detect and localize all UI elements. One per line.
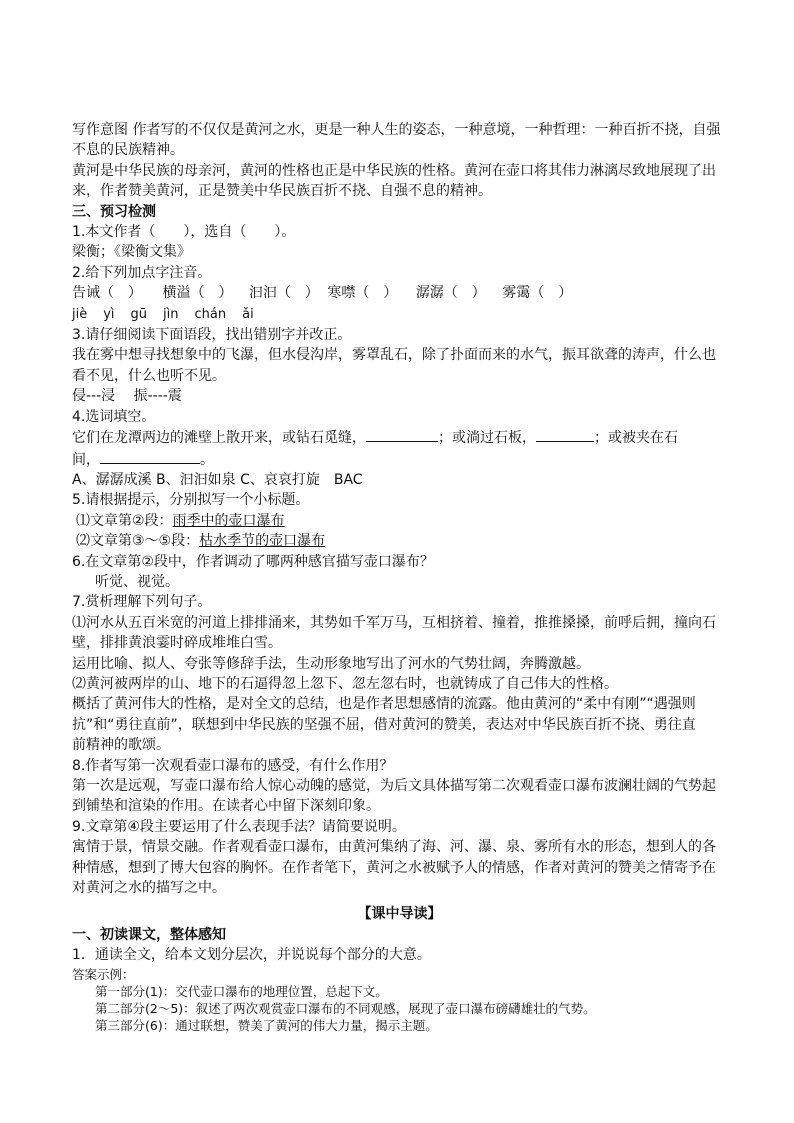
answer-example-label: 答案示例： bbox=[72, 966, 135, 982]
answer-9-line-3: 对黄河之水的描写之中。 bbox=[72, 880, 226, 897]
question-9: 9.文章第④段主要运用了什么表现手法？请简要说明。 bbox=[72, 818, 406, 835]
question-3-text-2: 看不见，什么也听不见。 bbox=[72, 367, 226, 384]
writing-intent-line-1: 写作意图 作者写的不仅仅是黄河之水，更是一种人生的姿态，一种意境，一种哲理：一种百折不挠，自强 bbox=[72, 122, 721, 138]
answer-6: 听觉、视觉。 bbox=[95, 573, 179, 590]
question-4-text-2 bbox=[72, 449, 727, 470]
fill-text-c: ；或被夹在石 bbox=[594, 430, 678, 447]
pinyin-4: jìn bbox=[163, 306, 179, 322]
document-page bbox=[72, 120, 727, 1034]
question-4-text-1 bbox=[72, 427, 727, 448]
answer-7-2-line-2: 抗”和“勇往直前”，联想到中华民族的坚强不屈，借对黄河的赞美，表达对中华民族百折不挠、勇往直 bbox=[72, 716, 696, 733]
pinyin-answers bbox=[72, 304, 727, 325]
q5-2-prefix: ⑵文章第③～⑤段： bbox=[76, 533, 200, 550]
answer-9-line-2: 种情感，想到了博大包容的胸怀。在作者笔下，黄河之水被赋予人的情感，作者对黄河的赞美之情寄予在 bbox=[72, 859, 716, 876]
question-7-1-line-2: 壁，排排黄浪霎时碎成堆堆白雪。 bbox=[72, 635, 282, 652]
structure-part-3: 第三部分(6)：通过联想，赞美了黄河的伟大力量，揭示主题。 bbox=[95, 1017, 438, 1033]
answer-8-line-1: 第一次是远观，写壶口瀑布给人惊心动魄的感觉，为后文具体描写第二次观看壶口瀑布波澜壮阔的气势起 bbox=[72, 778, 716, 794]
item-1: 告诫（ ） bbox=[72, 285, 142, 302]
question-1: 1.本文作者（ ），选自（ ）。 bbox=[72, 224, 296, 241]
answer-3: 侵---浸 振----震 bbox=[72, 388, 182, 405]
preview-heading: 三、预习检测 bbox=[72, 203, 156, 220]
yellow-river-line-1: 黄河是中华民族的母亲河，黄河的性格也正是中华民族的性格。黄河在壶口将其伟力淋漓尽致地展现了出 bbox=[72, 162, 716, 179]
question-3: 3.请仔细阅读下面语段，找出错别字并改正。 bbox=[72, 327, 352, 344]
pronunciation-items bbox=[72, 283, 727, 303]
q5-2-answer: 枯水季节的壶口瀑布 bbox=[199, 533, 326, 550]
q5-1-answer: 雨季中的壶口瀑布 bbox=[172, 512, 285, 529]
structure-part-2: 第二部分(2～5)：叙述了两次观赏壶口瀑布的不同观感，展现了壶口瀑布磅礴雄壮的气势。 bbox=[95, 1000, 596, 1016]
question-7: 7.赏析理解下列句子。 bbox=[72, 594, 212, 611]
pinyin-5: chán bbox=[194, 306, 227, 322]
question-2: 2.给下列加点字注音。 bbox=[72, 264, 212, 281]
fill-text-d: 间， bbox=[72, 451, 100, 468]
question-4: 4.选词填空。 bbox=[72, 408, 156, 425]
fill-blank-1[interactable] bbox=[366, 427, 438, 442]
answer-7-2-line-1: 概括了黄河伟大的性格，是对全文的总结，也是作者思想感情的流露。他由黄河的“柔中有刚”“遇强则 bbox=[72, 696, 696, 713]
fill-text-e: 。 bbox=[200, 451, 214, 468]
pinyin-1: jiè bbox=[72, 306, 88, 322]
question-7-2: ⑵黄河被两岸的山、地下的石逼得忽上忽下、忽左忽右时，也就铸成了自己伟大的性格。 bbox=[72, 675, 618, 692]
fill-text-b: ；或淌过石板， bbox=[438, 430, 536, 447]
answer-7-1: 运用比喻、拟人、夸张等修辞手法，生动形象地写出了河水的气势壮阔，奔腾激越。 bbox=[72, 655, 590, 672]
item-5: 潺潺（ ） bbox=[415, 285, 486, 302]
item-4: 寒噤（ ） bbox=[327, 285, 398, 302]
fill-blank-2[interactable] bbox=[536, 427, 594, 442]
item-3: 汩汩（ ） bbox=[248, 285, 319, 302]
answer-9-line-1: 寓情于景，情景交融。作者观看壶口瀑布，由黄河集纳了海、河、瀑、泉、雾所有水的形态，想到人的各 bbox=[72, 839, 716, 856]
question-4-options: A、潺潺成溪 B、汩汩如泉 C、哀哀打旋 BAC bbox=[72, 471, 363, 488]
pinyin-2: yì bbox=[103, 306, 115, 322]
answer-7-2-line-3: 前精神的歌颂。 bbox=[72, 737, 170, 754]
guide-title: 【课中导读】 bbox=[357, 906, 442, 923]
fill-blank-3[interactable] bbox=[100, 449, 200, 464]
guide-question-1: 1．通读全文，给本文划分层次，并说说每个部分的大意。 bbox=[72, 947, 431, 964]
item-2: 横溢（ ） bbox=[162, 285, 233, 302]
question-5: 5.请根据提示，分别拟写一个小标题。 bbox=[72, 492, 310, 509]
pinyin-6: ǎi bbox=[242, 306, 254, 322]
item-6: 雾霭（ ） bbox=[502, 285, 573, 302]
pinyin-3: gū bbox=[130, 306, 148, 322]
q5-1-prefix: ⑴文章第②段： bbox=[76, 512, 173, 529]
question-6: 6.在文章第②段中，作者调动了哪两种感官描写壶口瀑布？ bbox=[72, 553, 434, 570]
guide-subheading: 一、初读课文，整体感知 bbox=[72, 926, 226, 943]
question-5-2 bbox=[72, 531, 727, 551]
fill-text-a: 它们在龙潭两边的滩壁上散开来，或钻石觅缝， bbox=[72, 430, 366, 447]
question-8: 8.作者写第一次观看壶口瀑布的感受，有什么作用？ bbox=[72, 757, 394, 774]
question-7-1-line-1: ⑴河水从五百米宽的河道上排排涌来，其势如千军万马，互相挤着、撞着，推推搡搡，前呼后拥，撞向石 bbox=[72, 614, 716, 631]
answer-1: 梁衡；《梁衡文集》 bbox=[72, 244, 191, 261]
yellow-river-line-2: 来，作者赞美黄河，正是赞美中华民族百折不挠、自强不息的精神。 bbox=[72, 183, 492, 200]
question-5-1 bbox=[72, 511, 727, 531]
question-3-text-1: 我在雾中想寻找想象中的飞瀑，但水侵沟岸，雾罩乱石，除了扑面而来的水气，振耳欲聋的涛声，什么也 bbox=[72, 347, 716, 364]
structure-part-1: 第一部分(1)：交代壶口瀑布的地理位置，总起下文。 bbox=[95, 983, 388, 999]
writing-intent-line-2: 不息的民族精神。 bbox=[72, 142, 184, 159]
answer-8-line-2: 到铺垫和渲染的作用。在读者心中留下深刻印象。 bbox=[72, 798, 380, 815]
